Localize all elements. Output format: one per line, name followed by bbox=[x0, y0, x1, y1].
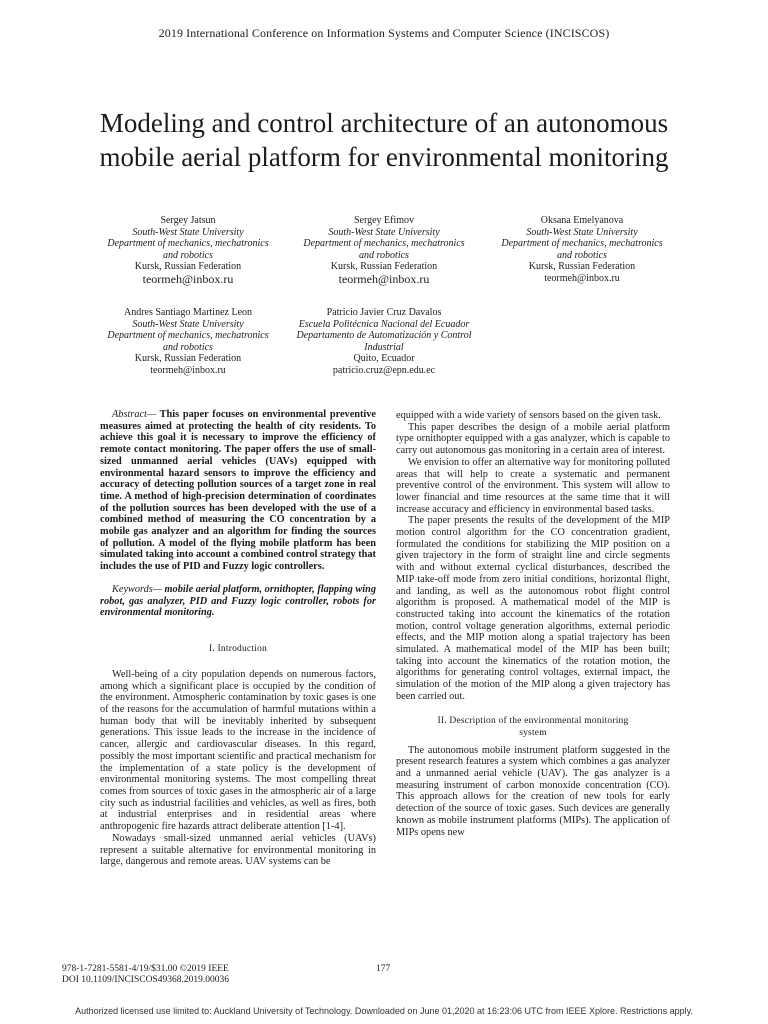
keywords bbox=[100, 584, 376, 619]
author-affiliation: South-West State University bbox=[132, 318, 244, 330]
section-heading-line-2: system bbox=[519, 727, 547, 738]
author-affiliation: and robotics bbox=[359, 249, 409, 261]
author-affiliation: Departamento de Automatización y Control bbox=[296, 330, 472, 342]
author-email: patricio.cruz@epn.edu.ec bbox=[332, 364, 436, 376]
author-location: Kursk, Russian Federation bbox=[528, 261, 636, 273]
footer-isbn-doi bbox=[62, 964, 229, 986]
author-email: teormeh@inbox.ru bbox=[544, 272, 620, 284]
author-email: teormeh@inbox.ru bbox=[338, 271, 430, 286]
author-affiliation: South-West State University bbox=[328, 226, 440, 238]
section2-paragraph-1: The autonomous mobile instrument platform suggested in the present research features a system which combines a gas analyzer and a unmanned aerial vehicle (UAV). The gas analyzer is a measuring instrument of carbon monoxide concentration (CO). This approach allows for the creation of new tools for early detection of the source of toxic gases. Such devices are generally known as mobile instrument platforms (MIPs). The application of MIPs opens new bbox=[396, 744, 670, 838]
author-affiliation: South-West State University bbox=[526, 226, 638, 238]
section-heading-description bbox=[396, 715, 670, 739]
paper-title bbox=[60, 106, 708, 174]
keywords-label: Keywords— bbox=[112, 583, 162, 595]
author-email: teormeh@inbox.ru bbox=[142, 271, 234, 286]
right-paragraph-2: This paper describes the design of a mobile aerial platform type ornithopter equipped with a gas analyzer, which is capable to carry out autonomous gas monitoring in a certain area of interest. bbox=[396, 421, 670, 457]
license-notice: Authorized licensed use limited to: Auckland University of Technology. Downloaded on June 01,2020 at 16:23:06 UTC from IEEE Xplore. Restrictions apply. bbox=[75, 1006, 693, 1016]
author-email: teormeh@inbox.ru bbox=[150, 364, 226, 376]
author-affiliation: Department of mechanics, mechatronics bbox=[107, 330, 269, 342]
author-name: Patricio Javier Cruz Davalos bbox=[326, 307, 442, 318]
page-number: 177 bbox=[376, 964, 391, 974]
author-affiliation: Department of mechanics, mechatronics bbox=[303, 238, 465, 250]
isbn-line: 978-1-7281-5581-4/19/$31.00 ©2019 IEEE bbox=[62, 964, 229, 974]
doi-line: DOI 10.1109/INCISCOS49368.2019.00036 bbox=[62, 975, 229, 985]
author-name: Oksana Emelyanova bbox=[540, 215, 624, 226]
author-affiliation: and robotics bbox=[163, 341, 213, 353]
author-affiliation: Escuela Politécnica Nacional del Ecuador bbox=[298, 318, 470, 330]
left-column bbox=[100, 409, 376, 868]
intro-paragraph-1: Well-being of a city population depends on numerous factors, among which a significant place is occupied by the condition of the environment. Atmospheric contamination by toxic gases is one of the reasons for the accumulation of harmful mutations within a human body that will be inevitably inherited by subsequent generations. This issue leads to the increase in the incidence of cancer, allergic and cardiovascular diseases. In this regard, possibly the most important scientific and practical mechanism for the implementation of a state policy is the development of environmental monitoring systems. The most compelling threat comes from sources of toxic gases in the atmospheric air of a large city such as industrial facilities and vehicles, as well as fires, both at industrial enterprises and in residential areas where anthropogenic fire hazards attract deliberate attention [1-4]. bbox=[100, 668, 376, 833]
author-affiliation: and robotics bbox=[163, 249, 213, 261]
author-location: Kursk, Russian Federation bbox=[134, 261, 242, 273]
author-location: Kursk, Russian Federation bbox=[134, 353, 242, 365]
author-block-5 bbox=[284, 307, 484, 377]
title-line-1: Modeling and control architecture of an autonomous bbox=[99, 108, 669, 138]
title-line-2: mobile aerial platform for environmental monitoring bbox=[99, 142, 669, 172]
right-paragraph-1: equipped with a wide variety of sensors based on the given task. bbox=[396, 410, 661, 421]
abstract-text: This paper focuses on environmental preventive measures aimed at protecting the health of city residents. To achieve this goal it is necessary to improve the efficiency of remote contact monitoring. The paper offers the use of small-sized unmanned aerial vehicles (UAVs) equipped with environmental hazard sensors to improve the efficiency and accuracy of detecting pollution sources of a target zone in real time. A method of high-precision determination of coordinates of the pollution sources has been developed with the use of a combined method of measuring the CO concentration by a mobile gas analyzer and an algorithm for finding the sources of pollution. A model of the flying mobile platform has been simulated taking into account a combined control strategy that includes the use of PID and Fuzzy logic controllers. bbox=[100, 409, 376, 573]
intro-paragraph-2: Nowadays small-sized unmanned aerial vehicles (UAVs) represent a suitable alternative for environmental monitoring in large, dangerous and remote areas. UAV systems can be bbox=[100, 832, 376, 868]
abstract-label: Abstract— bbox=[112, 409, 157, 420]
conference-header: 2019 International Conference on Information Systems and Computer Science (INCISCOS) bbox=[158, 26, 610, 40]
author-block-4 bbox=[88, 307, 288, 377]
section-heading-introduction: I. Introduction bbox=[209, 643, 267, 654]
author-affiliation: Department of mechanics, mechatronics bbox=[501, 238, 663, 250]
right-column bbox=[396, 410, 670, 838]
author-location: Quito, Ecuador bbox=[353, 353, 415, 365]
right-paragraph-4: The paper presents the results of the development of the MIP motion control algorithm for the CO concentration gradient, formulated the conditions for stabilizing the MIP position on a given trajectory in the form of straight line and circle segments with and without external cyclical disturbances, described the MIP take-off mode from zero initial conditions, horizontal flight, and landing, as well as the autonomous robot flight control algorithm is proposed. A mathematical model of the MIP is constructed taking into account the kinematics of the rotation motion, control voltage generation algorithms, external periodic effects, and the MIP motion along a spatial trajectory has been simulated. A mathematical model of the MIP has been built; taking into account the kinematics of the rotation motion, the algorithms for generating control voltages, external impact, the simulation of the motion of the MIP along a given trajectory has been carried out. bbox=[396, 515, 670, 702]
author-location: Kursk, Russian Federation bbox=[330, 261, 438, 273]
author-block-2 bbox=[284, 215, 484, 286]
author-block-1 bbox=[88, 215, 288, 286]
abstract bbox=[100, 409, 376, 573]
author-affiliation: South-West State University bbox=[132, 226, 244, 238]
author-name: Sergey Efimov bbox=[353, 215, 415, 226]
keywords-text: mobile aerial platform, ornithopter, flapping wing robot, gas analyzer, PID and Fuzzy logic controller, robots for environmental monitoring. bbox=[100, 583, 376, 619]
author-affiliation: Department of mechanics, mechatronics bbox=[107, 238, 269, 250]
author-affiliation: and robotics bbox=[557, 249, 607, 261]
author-affiliation: Industrial bbox=[364, 341, 404, 353]
author-name: Andres Santiago Martinez Leon bbox=[123, 307, 253, 318]
right-paragraph-3: We envision to offer an alternative way for monitoring polluted areas that will help to create a systematic and permanent preventive control of the environment. This system will allow to lower financial and time resources at the same time that it will increase accuracy and efficiency in environmental based tasks. bbox=[396, 456, 670, 515]
author-block-3 bbox=[482, 215, 682, 285]
author-name: Sergey Jatsun bbox=[160, 215, 216, 226]
section-heading-line-1: II. Description of the environmental monitoring bbox=[437, 715, 629, 726]
